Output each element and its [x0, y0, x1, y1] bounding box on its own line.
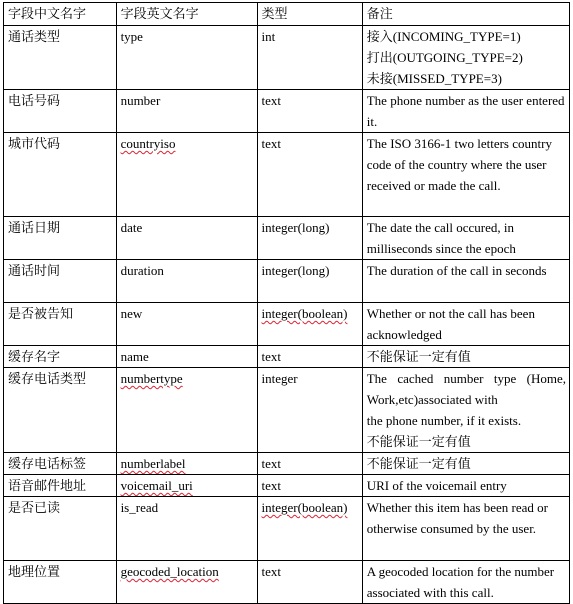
cell-english-name: number: [116, 90, 257, 133]
cell-note: A geocoded location for the number associated with this call.: [362, 561, 569, 604]
cell-chinese-name: 城市代码: [4, 133, 117, 217]
cell-note: Whether this item has been read or otherwise consumed by the user.: [362, 497, 569, 561]
cell-type: text: [257, 475, 362, 497]
header-english-name: 字段英文名字: [116, 3, 257, 26]
cell-chinese-name: 缓存名字: [4, 346, 117, 368]
type-text: integer(boolean): [261, 306, 348, 321]
cell-chinese-name: 通话日期: [4, 217, 117, 260]
cell-type: integer(long): [257, 217, 362, 260]
cell-note: The phone number as the user entered it.: [362, 90, 569, 133]
cell-english-name: [116, 133, 257, 217]
cell-chinese-name: 是否已读: [4, 497, 117, 561]
cell-note: The ISO 3166-1 two letters country code of the country where the user received or made the call.: [362, 133, 569, 217]
cell-type: text: [257, 133, 362, 217]
cell-type: text: [257, 561, 362, 604]
table-row: [4, 561, 570, 604]
header-row: [4, 3, 570, 26]
cell-chinese-name: 地理位置: [4, 561, 117, 604]
cell-english-name: [116, 453, 257, 475]
cell-english-name: [116, 475, 257, 497]
table-row: [4, 217, 570, 260]
cell-english-name: new: [116, 303, 257, 346]
cell-chinese-name: 是否被告知: [4, 303, 117, 346]
cell-note: The date the call occured, in milliseconds since the epoch: [362, 217, 569, 260]
english-name-text: geocoded_location: [120, 564, 219, 579]
table-row: [4, 90, 570, 133]
cell-english-name: [116, 561, 257, 604]
cell-note: 不能保证一定有值: [362, 346, 569, 368]
cell-type: [257, 303, 362, 346]
table-row: [4, 475, 570, 497]
english-name-text: countryiso: [120, 136, 176, 151]
note-line: 接入(INCOMING_TYPE=1): [366, 29, 521, 44]
cell-english-name: duration: [116, 260, 257, 303]
note-line: 未接(MISSED_TYPE=3): [366, 71, 502, 86]
cell-note: [362, 368, 569, 453]
cell-type: int: [257, 26, 362, 90]
table-row: [4, 453, 570, 475]
cell-english-name: is_read: [116, 497, 257, 561]
english-name-text: voicemail_uri: [120, 478, 193, 493]
cell-note: The duration of the call in seconds: [362, 260, 569, 303]
table-row: [4, 497, 570, 561]
cell-note: URI of the voicemail entry: [362, 475, 569, 497]
cell-chinese-name: 语音邮件地址: [4, 475, 117, 497]
cell-type: text: [257, 90, 362, 133]
note-line: 打出(OUTGOING_TYPE=2): [366, 50, 523, 65]
type-text: integer(boolean): [261, 500, 348, 515]
note-line: 不能保证一定有值: [366, 434, 471, 449]
cell-chinese-name: 缓存电话类型: [4, 368, 117, 453]
table-row: [4, 346, 570, 368]
header-note: 备注: [362, 3, 569, 26]
table-row: [4, 260, 570, 303]
cell-type: text: [257, 346, 362, 368]
english-name-text: numberlabel: [120, 456, 186, 471]
cell-chinese-name: 通话类型: [4, 26, 117, 90]
call-log-fields-table: [3, 2, 570, 604]
note-line: The cached number type (Home, Work,etc)associated with: [366, 371, 566, 407]
cell-type: text: [257, 453, 362, 475]
cell-note: Whether or not the call has been acknowledged: [362, 303, 569, 346]
table-row: [4, 26, 570, 90]
note-line: the phone number, if it exists.: [366, 413, 522, 428]
cell-english-name: name: [116, 346, 257, 368]
header-type: 类型: [257, 3, 362, 26]
cell-english-name: type: [116, 26, 257, 90]
cell-chinese-name: 通话时间: [4, 260, 117, 303]
header-chinese-name: 字段中文名字: [4, 3, 117, 26]
cell-english-name: [116, 368, 257, 453]
table-row: [4, 368, 570, 453]
cell-chinese-name: 缓存电话标签: [4, 453, 117, 475]
cell-type: integer(long): [257, 260, 362, 303]
english-name-text: numbertype: [120, 371, 183, 386]
cell-english-name: date: [116, 217, 257, 260]
cell-type: integer: [257, 368, 362, 453]
cell-note: 不能保证一定有值: [362, 453, 569, 475]
table-row: [4, 133, 570, 217]
cell-chinese-name: 电话号码: [4, 90, 117, 133]
cell-type: [257, 497, 362, 561]
table-row: [4, 303, 570, 346]
cell-note: [362, 26, 569, 90]
